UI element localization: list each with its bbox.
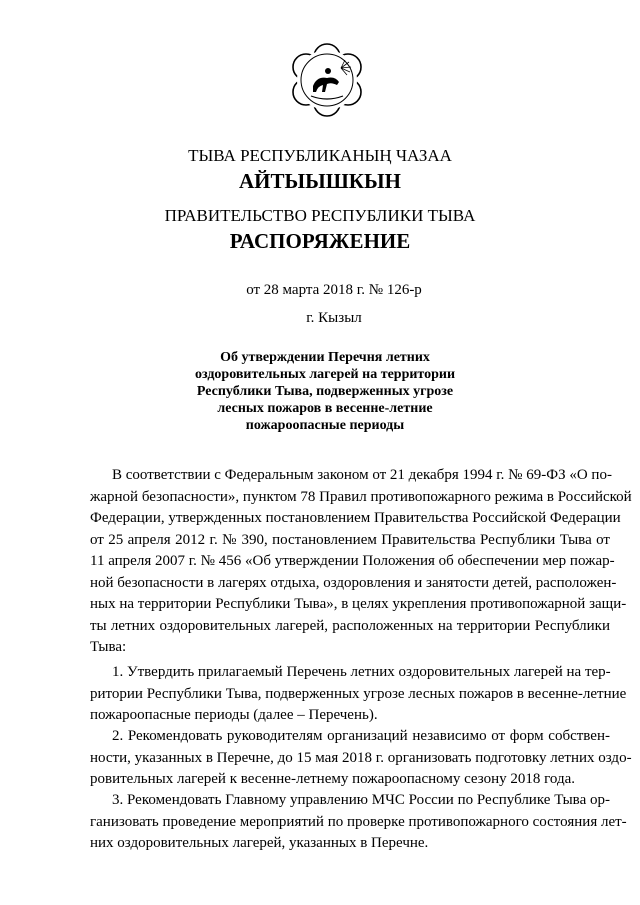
- title-line: оздоровительных лагерей на территории: [194, 367, 456, 382]
- item-2: [90, 726, 632, 791]
- text-line: ровительных лагерей к весенне-летнему пожароопасному сезону 2018 года.: [90, 771, 576, 787]
- document-title: [150, 349, 500, 434]
- title-line: Республики Тыва, подверженных угрозе: [196, 384, 454, 399]
- text-line: от 25 апреля 2012 г. № 390, постановлением Правительства Республики Тыва от: [90, 531, 610, 548]
- intro-paragraph: [90, 465, 632, 659]
- title-line: Об утверждении Перечня летних: [220, 350, 430, 365]
- text-line: ты летних оздоровительных лагерей, расположенных на территории Республики: [90, 617, 610, 634]
- text-line: них оздоровительных лагерей, указанных в Перечне.: [90, 835, 429, 851]
- text-line: 11 апреля 2007 г. № 456 «Об утверждении Положения об обеспечении мер пожар-: [90, 553, 615, 569]
- text-line: 2. Рекомендовать руководителям организаций независимо от форм собствен-: [112, 728, 610, 744]
- header-title-russian: РАСПОРЯЖЕНИЕ: [229, 229, 411, 253]
- item-3: [90, 790, 627, 855]
- item-1: [90, 662, 627, 727]
- title-line: пожароопасные периоды: [245, 418, 405, 433]
- text-line: ритории Республики Тыва, подверженных угрозе лесных пожаров в весенне-летние: [90, 685, 627, 702]
- text-line: жарной безопасности», пунктом 78 Правил противопожарного режима в Российской: [90, 488, 632, 505]
- date-number: от 28 марта 2018 г. № 126-р: [246, 282, 422, 298]
- text-line: 3. Рекомендовать Главному управлению МЧС России по Республике Тыва ор-: [112, 792, 610, 808]
- header-line-tuvan: ТЫВА РЕСПУБЛИКАНЫҢ ЧАЗАА: [188, 146, 452, 165]
- text-line: ности, указанных в Перечне, до 15 мая 2018 г. организовать подготовку летних оздо-: [90, 749, 632, 766]
- text-line: 1. Утвердить прилагаемый Перечень летних оздоровительных лагерей на тер-: [112, 664, 611, 680]
- text-line: ных на территории Республики Тыва», в целях укрепления противопожарной защи-: [90, 596, 627, 612]
- city: г. Кызыл: [306, 310, 362, 326]
- header-line-russian: ПРАВИТЕЛЬСТВО РЕСПУБЛИКИ ТЫВА: [164, 206, 476, 225]
- tuva-emblem-icon: [287, 40, 367, 120]
- text-line: Федерации, утвержденных постановлением Правительства Российской Федерации: [90, 510, 621, 526]
- text-line: ной безопасности в лагерях отдыха, оздоровления и занятости детей, расположен-: [90, 574, 617, 591]
- header-title-tuvan: АЙТЫЫШКЫН: [239, 169, 401, 193]
- text-line: Тыва:: [90, 639, 127, 655]
- text-line: В соответствии с Федеральным законом от 21 декабря 1994 г. № 69-ФЗ «О по-: [112, 467, 612, 483]
- text-line: ганизовать проведение мероприятий по проверке противопожарного состояния лет-: [90, 813, 627, 830]
- text-line: пожароопасные периоды (далее – Перечень).: [90, 707, 378, 723]
- title-line: лесных пожаров в весенне-летние: [217, 401, 433, 416]
